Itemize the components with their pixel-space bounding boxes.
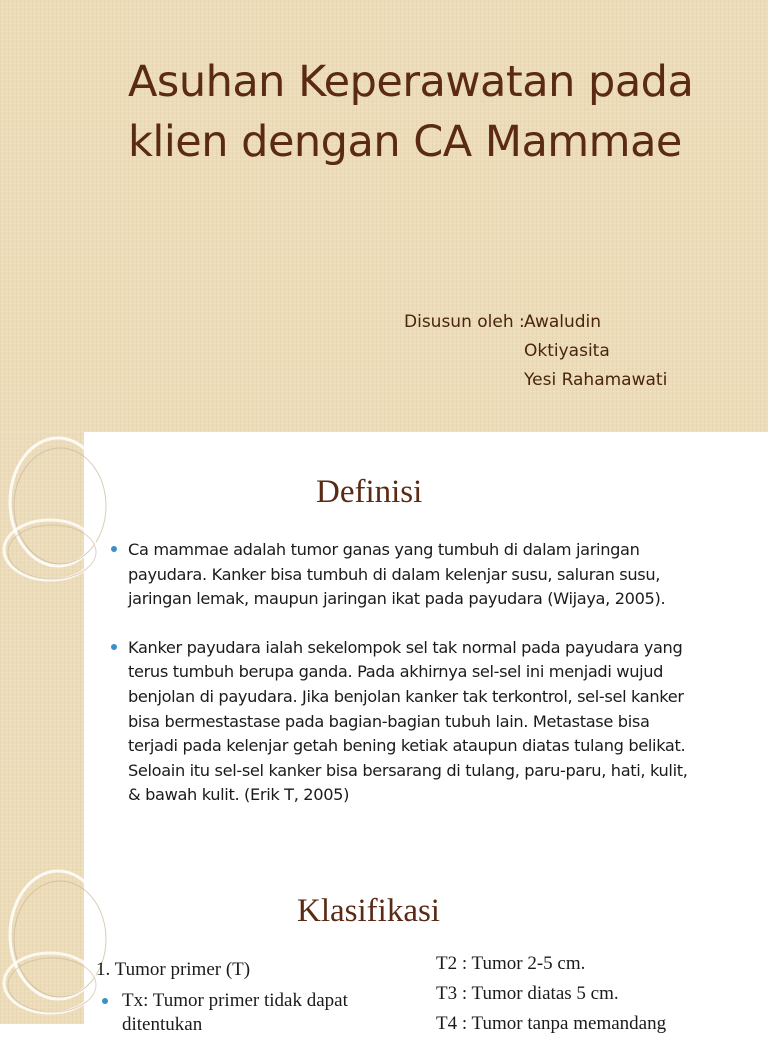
classification-subtitle: 1. Tumor primer (T)	[96, 959, 251, 980]
author-list	[524, 308, 667, 395]
classification-left-column	[96, 959, 396, 1037]
bullet-item	[96, 989, 396, 1037]
bullet-dot-icon	[111, 644, 117, 650]
decorative-rings-icon	[0, 865, 110, 1024]
bullet-text: Tx: Tumor primer tidak dapat	[122, 990, 348, 1011]
classification-line: T2 : Tumor 2-5 cm.	[436, 953, 586, 974]
bullet-item	[108, 538, 704, 612]
bullet-text: Kanker payudara ialah sekelompok sel tak normal pada payudara yang terus tumbuh berupa ganda. Pada akhirnya sel-sel ini menjadi wujud benjolan di payudara. Jika benjolan kanker tak terkontrol, sel-sel kanker bisa bermestastase pada bagian-bagian tubuh lain. Metastase bisa terjadi pada kelenjar getah bening ketiak ataupun diatas tulang belikat. Seloain itu sel-sel kanker bisa bersarang di tulang, paru-paru, hati, kulit, & bawah kulit. (Erik T, 2005)	[128, 637, 688, 805]
bullet-item	[108, 636, 704, 808]
slide-heading: Definisi	[316, 474, 423, 510]
title-slide	[0, 0, 768, 432]
author-name: Awaludin	[524, 312, 602, 332]
classification-line: T4 : Tumor tanpa memandang	[436, 1013, 667, 1034]
bullet-dot-icon	[111, 546, 117, 552]
bullet-text: Ca mammae adalah tumor ganas yang tumbuh di dalam jaringan payudara. Kanker bisa tumbuh di dalam kelenjar susu, saluran susu, jaringan lemak, maupun jaringan ikat pada payudara (Wijaya, 2005).	[128, 540, 666, 609]
author-name: Oktiyasita	[524, 341, 610, 361]
definition-slide	[0, 432, 768, 865]
bullet-text: ditentukan	[122, 1014, 203, 1035]
slide-title-line: Asuhan Keperawatan pada	[128, 57, 694, 107]
slide-title-line: klien dengan CA Mammae	[128, 117, 682, 167]
classification-right-column	[436, 949, 666, 1039]
classification-slide	[0, 865, 768, 1035]
decorative-rings-icon	[0, 432, 110, 632]
definition-bullet-list	[108, 538, 704, 808]
slide-title	[128, 52, 728, 172]
byline-label: Disusun oleh :	[404, 312, 525, 332]
slide-heading: Klasifikasi	[297, 893, 440, 929]
author-name: Yesi Rahamawati	[524, 370, 668, 390]
bullet-dot-icon	[102, 998, 108, 1004]
classification-line: T3 : Tumor diatas 5 cm.	[436, 983, 619, 1004]
